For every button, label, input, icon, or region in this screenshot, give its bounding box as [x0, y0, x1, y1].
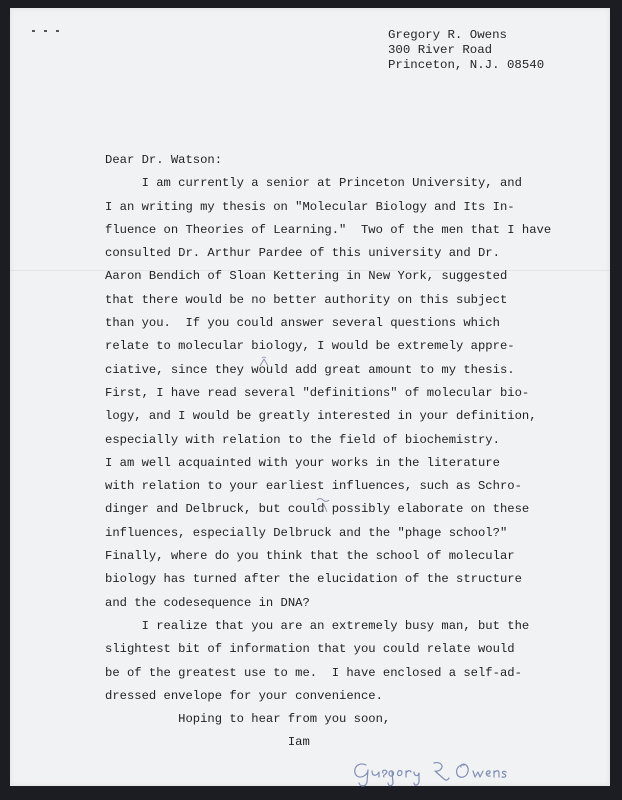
letter-line: Hoping to hear from you soon, [105, 712, 391, 727]
letter-line: ciative, since they would add great amount to my thesis. [105, 362, 515, 377]
sender-city: Princeton, N.J. 08540 [388, 58, 545, 72]
letter-line: consulted Dr. Arthur Pardee of this university and Dr. [105, 246, 500, 261]
letter-line: First, I have read several "definitions" of molecular bio- [105, 385, 530, 400]
letter-line: biology has turned after the elucidation of the structure [105, 572, 522, 587]
pencil-caret-mark [258, 356, 272, 368]
letter-line: Aaron Bendich of Sloan Kettering in New York, suggested [105, 269, 508, 284]
corner-mark [32, 30, 62, 36]
letter-line: fluence on Theories of Learning." Two of the men that I have [105, 222, 552, 237]
letter-line: that there would be no better authority on this subject [105, 292, 508, 307]
letter-line: I an writing my thesis on "Molecular Biology and Its In- [105, 199, 515, 214]
letter-line: dressed envelope for your convenience. [105, 688, 383, 703]
letter-line: Finally, where do you think that the school of molecular [105, 549, 515, 564]
letter-line: especially with relation to the field of biochemistry. [105, 432, 500, 447]
letter-body [105, 149, 595, 755]
salutation: Dear Dr. Watson: [105, 153, 223, 167]
letter-line: logy, and I would be greatly interested in your definition, [105, 409, 537, 424]
pencil-insert-mark [315, 496, 333, 514]
sender-address [388, 28, 544, 73]
letter-line: slightest bit of information that you could relate would [105, 642, 515, 657]
letter-line: than you. If you could answer several questions which [105, 316, 500, 331]
letter-line: I am well acquainted with your works in the literature [105, 455, 500, 470]
letter-line: I realize that you are an extremely busy man, but the [105, 618, 530, 633]
sender-street: 300 River Road [388, 43, 493, 57]
letter-line: I am currently a senior at Princeton University, and [105, 176, 522, 191]
letter-line: and the codesequence in DNA? [105, 595, 310, 610]
letter-page [10, 8, 610, 786]
letter-line: relate to molecular biology, I would be extremely appre- [105, 339, 515, 354]
letter-line: be of the greatest use to me. I have enclosed a self-ad- [105, 665, 522, 680]
letter-line: Iam [105, 735, 310, 750]
handwritten-signature [348, 755, 528, 789]
letter-line: with relation to your earliest influences, such as Schro- [105, 479, 522, 494]
sender-name: Gregory R. Owens [388, 28, 507, 42]
letter-line: influences, especially Delbruck and the "phage school?" [105, 525, 508, 540]
letter-line: dinger and Delbruck, but could possibly elaborate on these [105, 502, 530, 517]
